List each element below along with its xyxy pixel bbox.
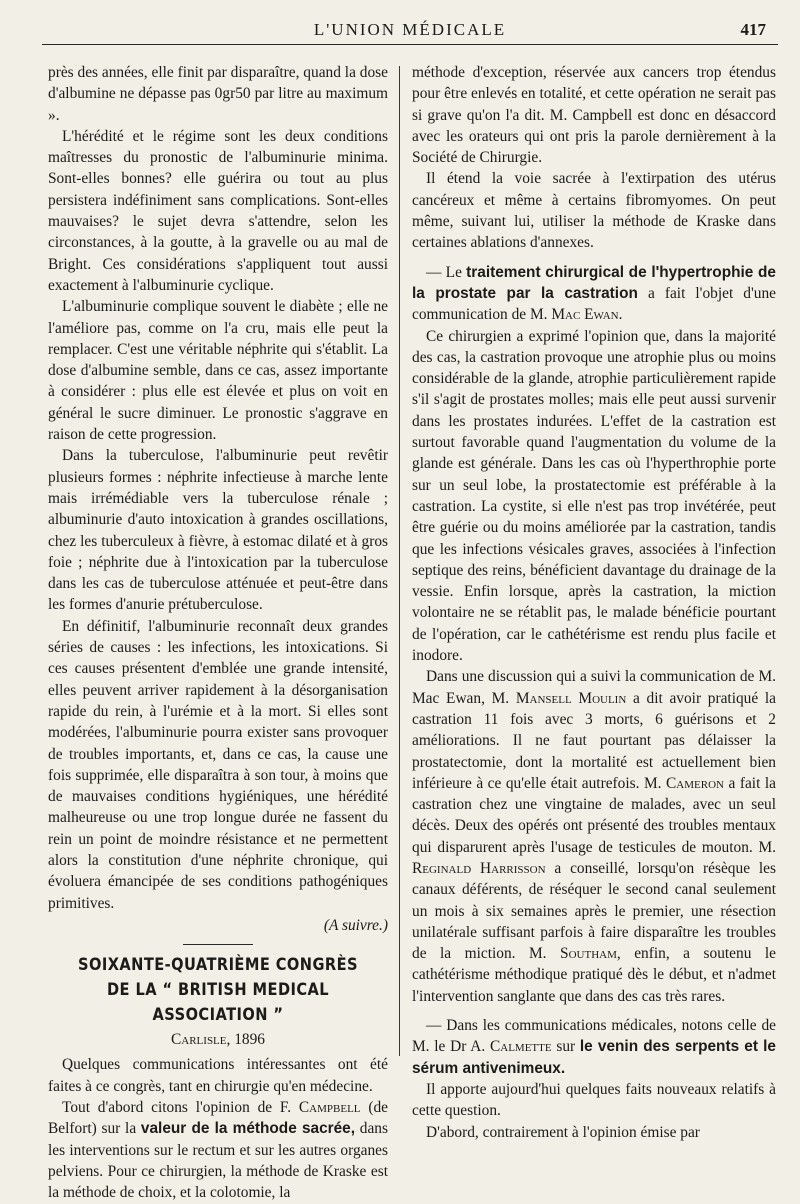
text-run: , enfin, a soutenu le cathétérisme méthodique pratiqué dès le début, et n'admet l'intervention sanglante que dans des cas très rares. [412, 945, 776, 1005]
paragraph [412, 262, 776, 326]
to-be-continued: (A suivre.) [323, 916, 388, 934]
paragraph [412, 1015, 776, 1079]
section-heading [72, 953, 364, 1028]
paragraph: Il apporte aujourd'hui quelques faits nouveaux relatifs à cette question. [412, 1080, 776, 1120]
topic-title: valeur de la méthode sacrée, [140, 1120, 356, 1138]
author-name: Southam [560, 945, 617, 963]
section-heading-line-2: DE LA “ BRITISH MEDICAL ASSOCIATION ” [106, 980, 330, 1026]
author-name: Mansell Moulin [515, 689, 627, 707]
left-column [48, 62, 388, 1204]
text-run: a fait l'objet d'une communication de M. [412, 284, 776, 324]
section-subheading: Carlisle, 1896 [171, 1031, 265, 1049]
topic-title: le venin des serpents et le sérum antivenimeux. [412, 1038, 776, 1077]
text-run: . [618, 306, 623, 324]
text-run: Tout d'abord citons l'opinion de F. [62, 1099, 299, 1117]
right-column [412, 62, 776, 1143]
text-run: (de Belfort) sur la [48, 1099, 388, 1138]
author-name: Campbell [298, 1099, 361, 1117]
paragraph: L'albuminurie complique souvent le diabète ; elle ne l'améliore pas, comme on l'a cru, mais elle peut la remplacer. C'est une véritable néphrite qui s'établit. La dose d'albumine semble, dans ce cas, assez importante à considérer : plus elle est élevée et plus on voit en général le sucre diminuer. Le pronostic s'aggrave en raison de cette progression. [48, 298, 388, 444]
author-name: Reginald Harrisson [412, 859, 546, 877]
text-run: — Dans les communications médicales, notons celle de M. le Dr A. [412, 1017, 776, 1056]
column-divider [399, 66, 400, 1056]
text-run: a fait la castration chez une vingtaine de malades, avec un seul décès. Deux des opérés ont présenté des troubles mentaux qui disparurent après l'usage de testicules de mouton. M. [412, 774, 776, 856]
author-name: Calmette [489, 1038, 552, 1056]
paragraph: Dans la tuberculose, l'albuminurie peut revêtir plusieurs formes : néphrite infectieuse à marche lente mais irrémédiable vers la tuberculose rénale ; albuminurie d'auto intoxication à grandes oscillations, chez les tuberculeux à fièvre, à estomac dilaté et à gros foie ; néphrite due à l'intoxication par la tuberculose dans les cas de tuberculose atténuée et peut-être dans les formes d'anurie prétuberculose. [48, 447, 388, 614]
text-run: — Le [426, 263, 467, 281]
paragraph: En définitif, l'albuminurie reconnaît deux grandes séries de causes : les infections, les intoxications. Si ces causes présentent d'emblée une grande intensité, elles peuvent arriver rapidement à la désorganisation rapide du rein, à l'urémie et à la mort. Si elles sont modérées, l'albuminurie pourra exister sans provoquer de troubles importants, et, dans ce cas, la cause une fois supprimée, elle disparaîtra à son tour, à moins que de mauvaises conditions hygiéniques, une hérédité malheureuse ou une trop longue durée ne fassent du rein un point de moindre résistance et ne permettent alors la constitution d'une néphrite chronique, qui évoluera émancipée de ses conditions pathogéniques primitives. [48, 617, 388, 912]
topic-title: traitement chirurgical de l'hypertrophie de la prostate par la castration [412, 263, 776, 302]
paragraph [412, 666, 776, 1007]
paragraph: L'hérédité et le régime sont les deux conditions maîtresses du pronostic de l'albuminurie minima. Sont-elles bonnes? elle guérira ou tout au plus persistera indéfiniment sans complications. Sont-elles mauvaises? le sujet devra s'attendre, selon les circonstances, à la goutte, à la gravelle ou au mal de Bright. Ces considérations s'appliquent tout aussi exactement à l'albuminurie cyclique. [48, 127, 388, 294]
header-rule [42, 44, 778, 45]
paragraph: près des années, elle finit par disparaître, quand la dose d'albumine ne dépasse pas 0gr50 par litre au maximum ». [48, 64, 388, 124]
text-run: a conseillé, lorsqu'on résèque les canaux déférents, de réséquer le second canal seulement un mois à six semaines après le premier, une résection unilatérale suffisant parfois à faire disparaître les troubles de la miction. M. [412, 859, 776, 963]
text-run: Dans une discussion qui a suivi la communication de M. Mac Ewan, M. [412, 668, 776, 707]
paragraph: D'abord, contrairement à l'opinion émise par [426, 1123, 700, 1141]
text-run: a dit avoir pratiqué la castration 11 fois avec 3 morts, 6 guérisons et 2 améliorations. Il ne faut pourtant pas délaisser la prostatectomie, dont la mortalité est actuellement bien inférieure à ce qu'elle était autrefois. M. [412, 689, 776, 792]
section-heading-line-1: SOIXANTE-QUATRIÈME CONGRÈS [78, 955, 358, 976]
running-head [40, 18, 780, 44]
paragraph: Quelques communications intéressantes ont été faites à ce congrès, tant en chirurgie qu'en médecine. [48, 1056, 388, 1095]
text-run: sur [551, 1038, 580, 1056]
running-title: L'UNION MÉDICALE [313, 20, 507, 39]
paragraph: méthode d'exception, réservée aux cancers trop étendus pour être enlevés en totalité, et cette opération ne serait pas si grave qu'on l'a dit. M. Campbell est donc en désaccord avec les orateurs qui ont pris la parole dernièrement à la Société de Chirurgie. [412, 64, 776, 167]
text-run: dans les interventions sur le rectum et sur les autres organes pelviens. Pour ce chirurgien, la méthode de Kraske est la méthode de choix, et la colotomie, la [48, 1120, 388, 1202]
section-rule [183, 944, 253, 945]
paragraph: Il étend la voie sacrée à l'extirpation des utérus cancéreux et même à certains fibromyomes. On peut même, suivant lui, utiliser la méthode de Kraske dans certaines ablations d'annexes. [412, 170, 776, 252]
paragraph [48, 1097, 388, 1203]
author-name: Mac Ewan [551, 306, 619, 324]
author-name: Cameron [666, 774, 724, 792]
paragraph: Ce chirurgien a exprimé l'opinion que, dans la majorité des cas, la castration provoque une atrophie plus ou moins considérable de la glande, atrophie particulièrement rapide s'il s'agit de prostates molles; mais elle peut aussi survenir dans les prostates indurées. L'effet de la castration est surtout favorable quand l'augmentation du volume de la glande est générale. Dans les cas où l'hyperthrophie porte sur un seul lobe, la prostatectomie est préférable à la castration. La cystite, si elle n'est pas trop invétérée, peut être guérie ou du moins améliorée par la castration, tandis que les infections vésicales graves, associées à l'infection septique des reins, bénéficient davantage du drainage de la vessie. Enfin lorsque, après la castration, la miction volontaire ne se rétablit pas, le malade bénéficie pourtant de l'opération, car le cathétérisme est rendu plus facile et inodore. [412, 327, 776, 665]
page-number: 417 [740, 20, 766, 39]
